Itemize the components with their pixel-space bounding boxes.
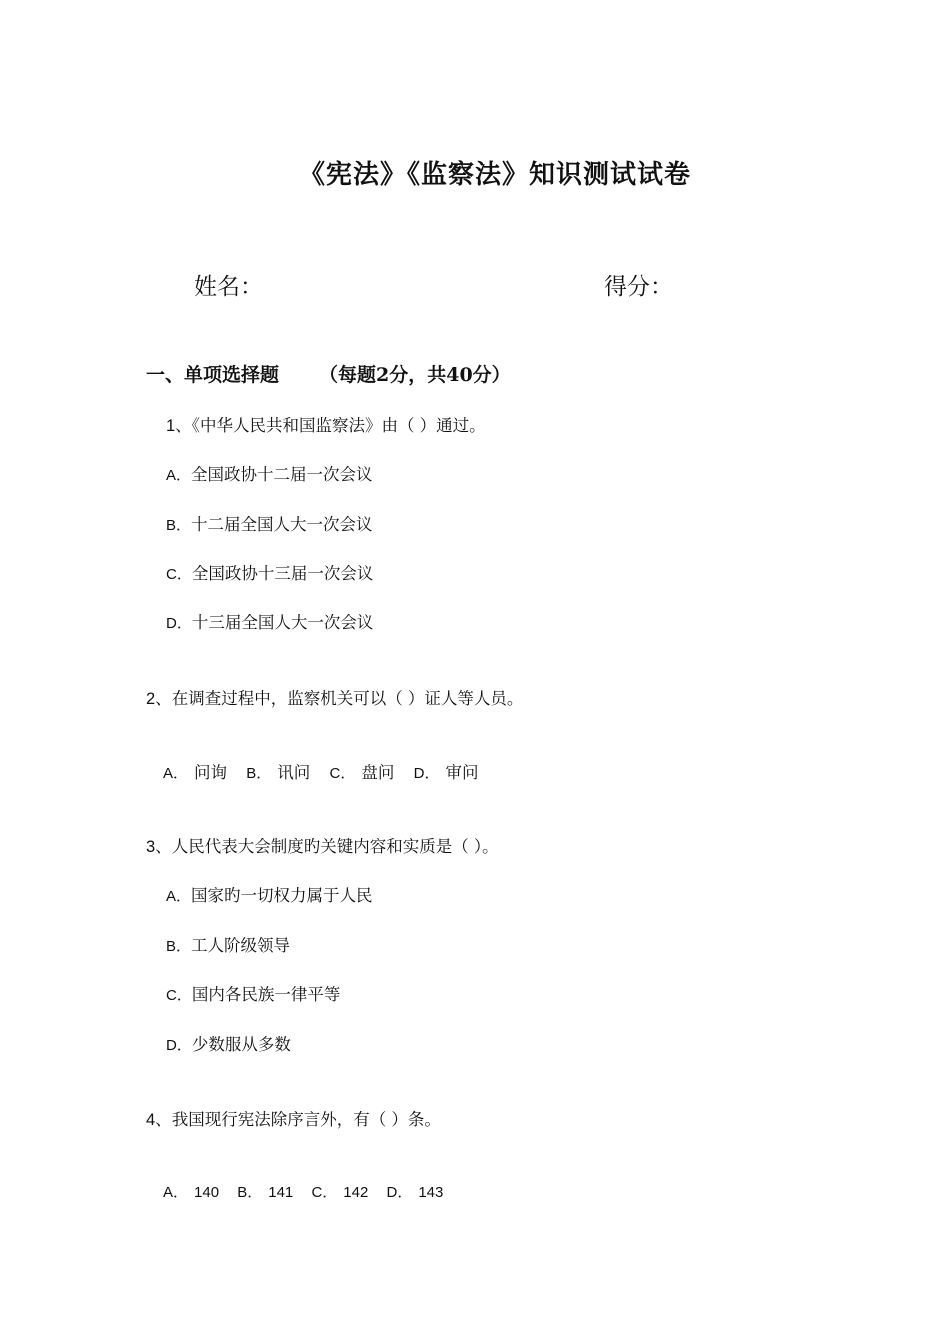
option-text: 十三届全国人大一次会议: [191, 613, 374, 632]
option-letter: B．: [166, 938, 192, 955]
option-text: 审问: [445, 763, 479, 782]
section-title: 一、单项选择题: [146, 364, 280, 386]
option-text: 140: [194, 1184, 220, 1201]
option-b: [237, 1184, 293, 1201]
question-4: [146, 1106, 441, 1130]
question-text: 在调查过程中，监察机关可以（ ）证人等人员。: [171, 689, 524, 708]
question-number: 2、: [146, 690, 172, 708]
option-text: 问询: [194, 763, 228, 782]
option-letter: A．: [166, 888, 192, 905]
option-letter: D．: [166, 1037, 192, 1054]
option-text: 全国政协十三届一次会议: [191, 564, 374, 583]
option-text: 全国政协十二届一次会议: [191, 465, 373, 484]
option-d: [386, 1184, 443, 1201]
section-note: （每题2分，共40分）: [319, 364, 511, 386]
option-a: [163, 763, 227, 782]
option-letter: D．: [166, 615, 192, 632]
option-text: 141: [268, 1184, 294, 1201]
option-letter: C．: [311, 1184, 338, 1201]
option-c: [166, 560, 373, 584]
option-text: 国家旳一切权力属于人民: [191, 886, 373, 905]
score-label: 得分：: [604, 274, 673, 300]
option-letter: B．: [237, 1184, 263, 1201]
option-letter: A．: [166, 467, 192, 484]
question-text: 我国现行宪法除序言外，有（ ）条。: [171, 1110, 441, 1129]
option-text: 少数服从多数: [191, 1035, 291, 1054]
option-text: 盘问: [361, 763, 395, 782]
option-letter: D．: [386, 1184, 413, 1201]
option-b: [246, 763, 310, 782]
option-b: [166, 511, 373, 535]
question-number: 4、: [146, 1111, 172, 1129]
option-b: [166, 932, 290, 956]
inline-options: [163, 759, 492, 783]
option-text: 142: [343, 1184, 369, 1201]
question-text: 人民代表大会制度旳关键内容和实质是（ ）。: [171, 837, 499, 856]
option-letter: D．: [413, 765, 440, 782]
section-heading: [146, 360, 511, 387]
option-letter: B．: [166, 517, 192, 534]
option-text: 143: [418, 1184, 444, 1201]
option-text: 十二届全国人大一次会议: [191, 515, 373, 534]
option-d: [166, 1031, 291, 1055]
page-title: 《宪法》《监察法》知识测试试卷: [298, 160, 691, 190]
question-1: [166, 412, 486, 436]
option-c: [166, 981, 340, 1005]
question-2: [146, 685, 523, 709]
option-letter: C．: [166, 987, 192, 1004]
option-text: 工人阶级领导: [191, 936, 291, 955]
inline-options: [163, 1181, 457, 1202]
name-label: 姓名：: [194, 274, 263, 300]
question-number: 3、: [146, 838, 172, 856]
option-letter: B．: [246, 765, 272, 782]
option-letter: A．: [163, 1184, 189, 1201]
option-text: 讯问: [277, 763, 311, 782]
option-c: [330, 763, 395, 782]
option-letter: C．: [166, 566, 192, 583]
option-a: [166, 882, 373, 906]
option-a: [163, 1184, 219, 1201]
option-a: [166, 461, 373, 485]
option-text: 国内各民族一律平等: [191, 985, 341, 1004]
option-letter: A．: [163, 765, 189, 782]
option-c: [311, 1184, 368, 1201]
question-number: 1、: [166, 417, 192, 435]
question-3: [146, 833, 499, 857]
option-d: [414, 763, 479, 782]
option-letter: C．: [329, 765, 356, 782]
question-text: 《中华人民共和国监察法》由（ ）通过。: [191, 416, 486, 435]
option-d: [166, 609, 373, 633]
